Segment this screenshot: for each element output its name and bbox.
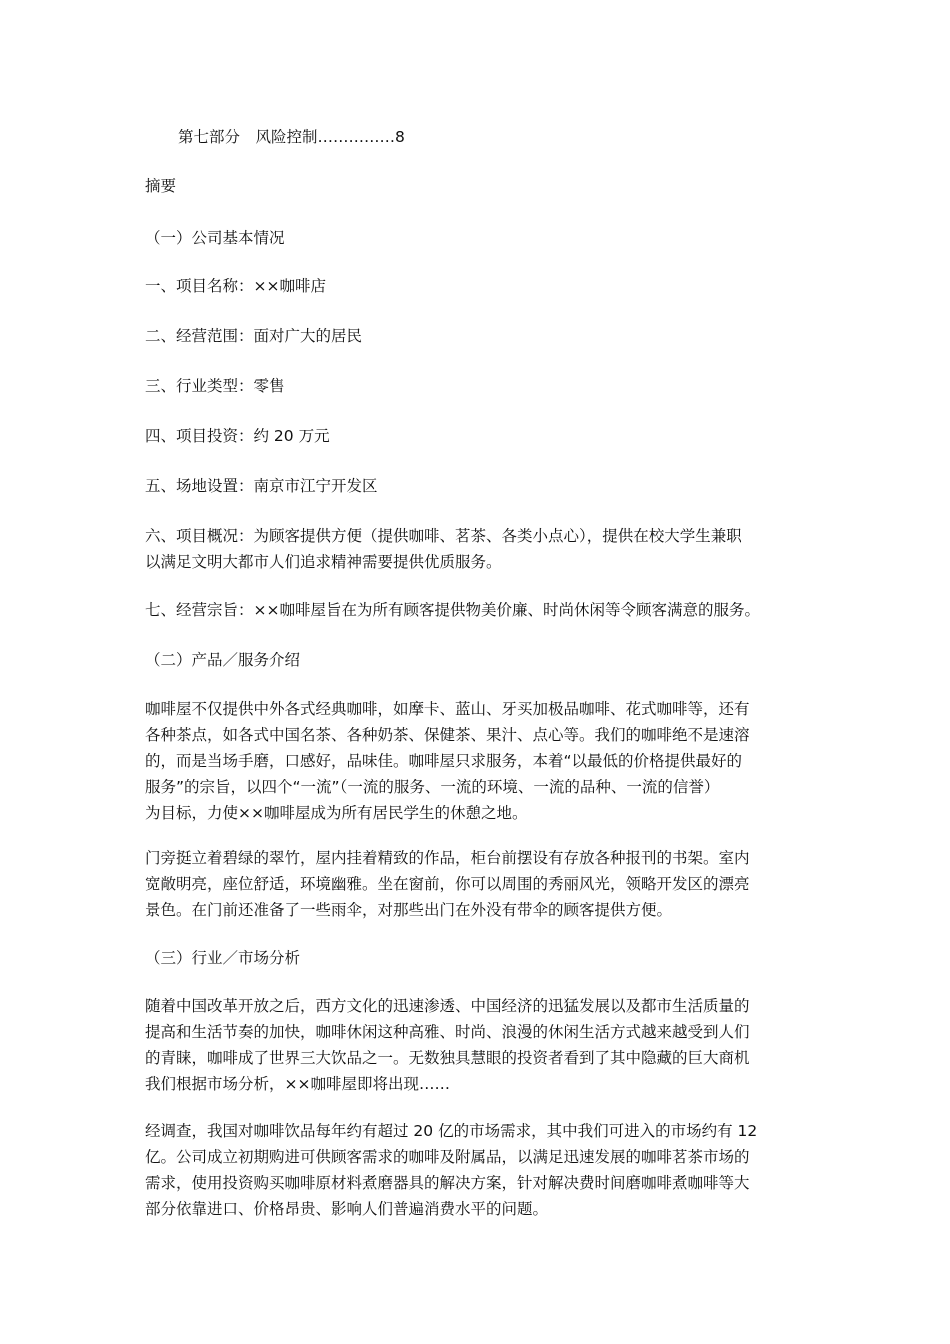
- environment-paragraph: [145, 845, 810, 923]
- paragraph-line: 为目标，力使××咖啡屋成为所有居民学生的休憩之地。: [145, 804, 528, 822]
- paragraph-line: 咖啡屋不仅提供中外各式经典咖啡，如摩卡、蓝山、牙买加极品咖啡、花式咖啡等，还有: [145, 700, 750, 718]
- section-2-heading: （二）产品／服务介绍: [145, 651, 301, 669]
- paragraph-line: 的，而是当场手磨，口感好，品味佳。咖啡屋只求服务，本着“以最低的价格提供最好的: [145, 752, 743, 770]
- venue-item: 五、场地设置：南京市江宁开发区: [145, 477, 378, 495]
- paragraph-line: 我们根据市场分析，××咖啡屋即将出现……: [145, 1075, 450, 1093]
- paragraph-line: 经调查，我国对咖啡饮品每年约有超过 20 亿的市场需求，其中我们可进入的市场约有 12: [145, 1122, 758, 1140]
- paragraph-line: 随着中国改革开放之后，西方文化的迅速渗透、中国经济的迅猛发展以及都市生活质量的: [145, 997, 750, 1015]
- product-intro-paragraph: [145, 696, 810, 826]
- paragraph-line: 景色。在门前还准备了一些雨伞，对那些出门在外没有带伞的顾客提供方便。: [145, 901, 673, 919]
- market-survey-paragraph: [145, 1118, 810, 1222]
- paragraph-line: 六、项目概况：为顾客提供方便（提供咖啡、茗茶、各类小点心），提供在校大学生兼职: [145, 527, 742, 545]
- paragraph-line: 宽敞明亮，座位舒适，环境幽雅。坐在窗前，你可以周围的秀丽风光，领略开发区的漂亮: [145, 875, 750, 893]
- market-analysis-paragraph: [145, 993, 810, 1097]
- summary-heading: 摘要: [145, 177, 177, 195]
- paragraph-line: 门旁挺立着碧绿的翠竹，屋内挂着精致的作品，柜台前摆设有存放各种报刊的书架。室内: [145, 849, 750, 867]
- project-overview-item: [145, 523, 810, 575]
- paragraph-line: 需求，使用投资购买咖啡原材料煮磨器具的解决方案，针对解决费时间磨咖啡煮咖啡等大: [145, 1174, 750, 1192]
- paragraph-line: 提高和生活节奏的加快，咖啡休闲这种高雅、时尚、浪漫的休闲生活方式越来越受到人们: [145, 1023, 750, 1041]
- business-purpose-item: 七、经营宗旨：××咖啡屋旨在为所有顾客提供物美价廉、时尚休闲等令顾客满意的服务。: [145, 601, 760, 619]
- industry-type-item: 三、行业类型：零售: [145, 377, 285, 395]
- project-name-item: 一、项目名称：××咖啡店: [145, 277, 326, 295]
- investment-item: 四、项目投资：约 20 万元: [145, 427, 330, 445]
- toc-part-7: 第七部分 风险控制……………8: [178, 128, 405, 146]
- paragraph-line: 各种茶点，如各式中国名茶、各种奶茶、保健茶、果汁、点心等。我们的咖啡绝不是速溶: [145, 726, 750, 744]
- section-1-heading: （一）公司基本情况: [145, 229, 285, 247]
- paragraph-line: 部分依靠进口、价格昂贵、影响人们普遍消费水平的问题。: [145, 1200, 549, 1218]
- section-3-heading: （三）行业／市场分析: [145, 949, 301, 967]
- paragraph-line: 服务”的宗旨，以四个“一流”（一流的服务、一流的环境、一流的品种、一流的信誉）: [145, 778, 720, 796]
- business-scope-item: 二、经营范围：面对广大的居民: [145, 327, 363, 345]
- paragraph-line: 亿。公司成立初期购进可供顾客需求的咖啡及附属品，以满足迅速发展的咖啡茗茶市场的: [145, 1148, 750, 1166]
- paragraph-line: 以满足文明大都市人们追求精神需要提供优质服务。: [145, 553, 502, 571]
- paragraph-line: 的青睐，咖啡成了世界三大饮品之一。无数独具慧眼的投资者看到了其中隐藏的巨大商机: [145, 1049, 750, 1067]
